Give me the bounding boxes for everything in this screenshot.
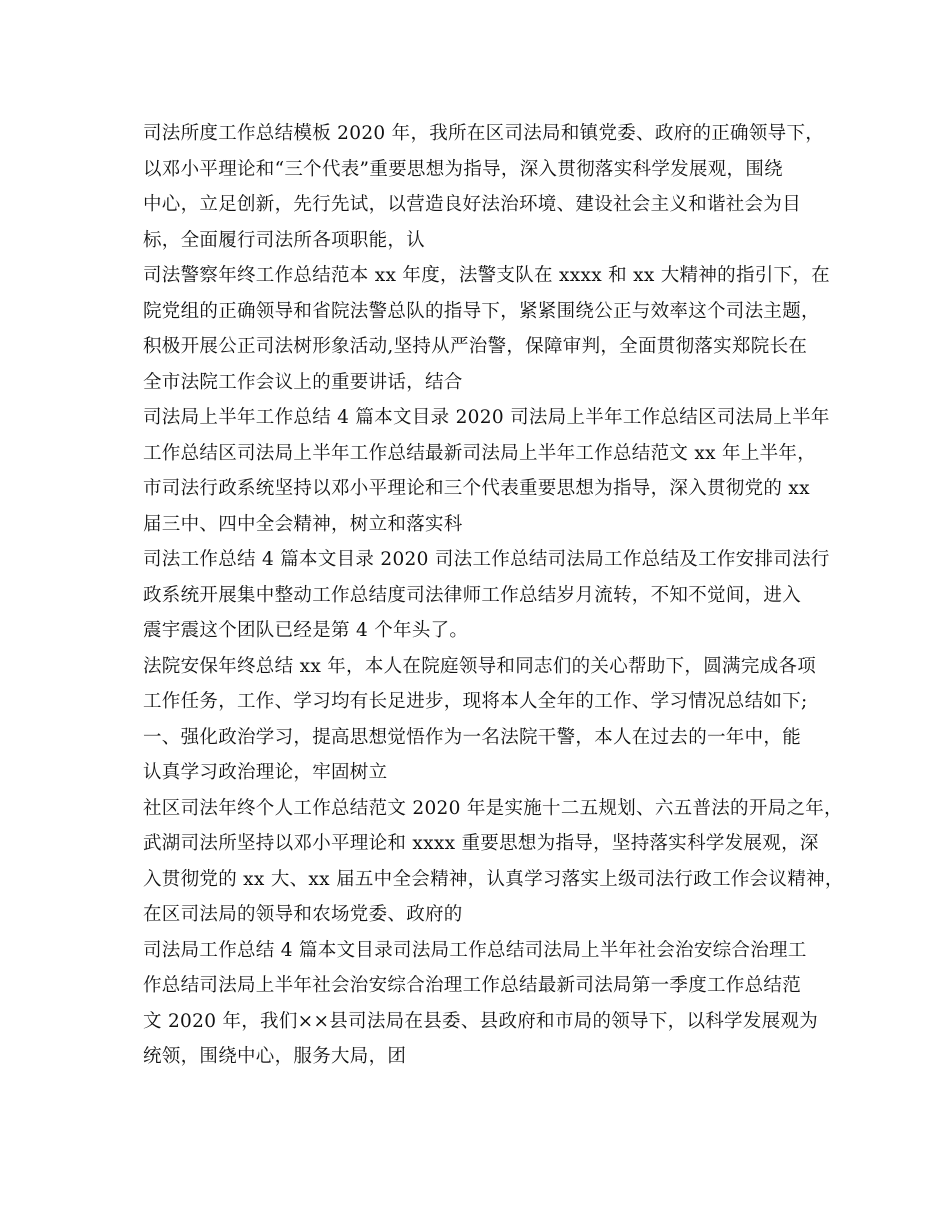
paragraph-7 — [143, 933, 819, 1075]
paragraph-5 — [143, 649, 815, 791]
text-line: 工作任务，工作、学习均有长足进步，现将本人全年的工作、学习情况总结如下; — [143, 691, 808, 712]
text-line: 社区司法年终个人工作总结范文 2020 年是实施十二五规划、六五普法的开局之年， — [143, 797, 843, 819]
text-line: 文 2020 年，我们××县司法局在县委、县政府和市局的领导下，以科学发展观为 — [143, 1010, 819, 1032]
text-line: 武湖司法所坚持以邓小平理论和 xxxx 重要思想为指导，坚持落实科学发展观，深 — [143, 833, 819, 854]
text-line: 一、强化政治学习，提高思想觉悟作为一名法院干警，本人在过去的一年中，能 — [143, 726, 802, 748]
text-line: 入贯彻党的 xx 大、xx 届五中全会精神，认真学习落实上级司法行政工作会议精神， — [143, 868, 844, 890]
text-line: 积极开展公正司法树形象活动,坚持从严治警，保障审判，全面贯彻落实郑院长在 — [143, 336, 808, 357]
text-line: 工作总结区司法局上半年工作总结最新司法局上半年工作总结范文 xx 年上半年， — [143, 442, 817, 464]
document-body — [143, 116, 844, 1075]
text-line: 统领，围绕中心，服务大局，团 — [143, 1046, 407, 1067]
text-line: 以邓小平理论和“三个代表”重要思想为指导，深入贯彻落实科学发展观，围绕 — [143, 158, 783, 180]
text-line: 全市法院工作会议上的重要讲话，结合 — [143, 371, 463, 393]
paragraph-6 — [143, 791, 844, 933]
text-line: 市司法行政系统坚持以邓小平理论和三个代表重要思想为指导，深入贯彻党的 xx — [143, 478, 810, 499]
text-line: 法院安保年终总结 xx 年，本人在院庭领导和同志们的关心帮助下，圆满完成各项 — [143, 655, 817, 677]
text-line: 司法工作总结 4 篇本文目录 2020 司法工作总结司法局工作总结及工作安排司法行 — [143, 549, 830, 570]
text-line: 院党组的正确领导和省院法警总队的指导下，紧紧围绕公正与效率这个司法主题， — [143, 300, 820, 322]
text-line: 作总结司法局上半年社会治安综合治理工作总结最新司法局第一季度工作总结范 — [143, 975, 802, 996]
text-line: 司法局工作总结 4 篇本文目录司法局工作总结司法局上半年社会治安综合治理工 — [143, 939, 807, 961]
paragraph-3 — [143, 400, 830, 542]
paragraph-2 — [143, 258, 830, 400]
text-line: 中心，立足创新，先行先试，以营造良好法治环境、建设社会主义和谐社会为目 — [143, 194, 802, 215]
text-line: 届三中、四中全会精神，树立和落实科 — [143, 513, 463, 535]
text-line: 司法警察年终工作总结范本 xx 年度，法警支队在 xxxx 和 xx 大精神的指引下，在 — [143, 265, 830, 286]
text-line: 标，全面履行司法所各项职能，认 — [143, 229, 426, 251]
text-line: 政系统开展集中整动工作总结度司法律师工作总结岁月流转，不知不觉间，进入 — [143, 584, 802, 606]
text-line: 震宇震这个团队已经是第 4 个年头了。 — [143, 620, 469, 641]
paragraph-4 — [143, 542, 830, 649]
text-line: 在区司法局的领导和农场党委、政府的 — [143, 904, 463, 925]
paragraph-1 — [143, 116, 825, 258]
text-line: 认真学习政治理论，牢固树立 — [143, 762, 388, 783]
text-line: 司法所度工作总结模板 2020 年，我所在区司法局和镇党委、政府的正确领导下， — [143, 123, 825, 144]
text-line: 司法局上半年工作总结 4 篇本文目录 2020 司法局上半年工作总结区司法局上半年 — [143, 407, 830, 428]
